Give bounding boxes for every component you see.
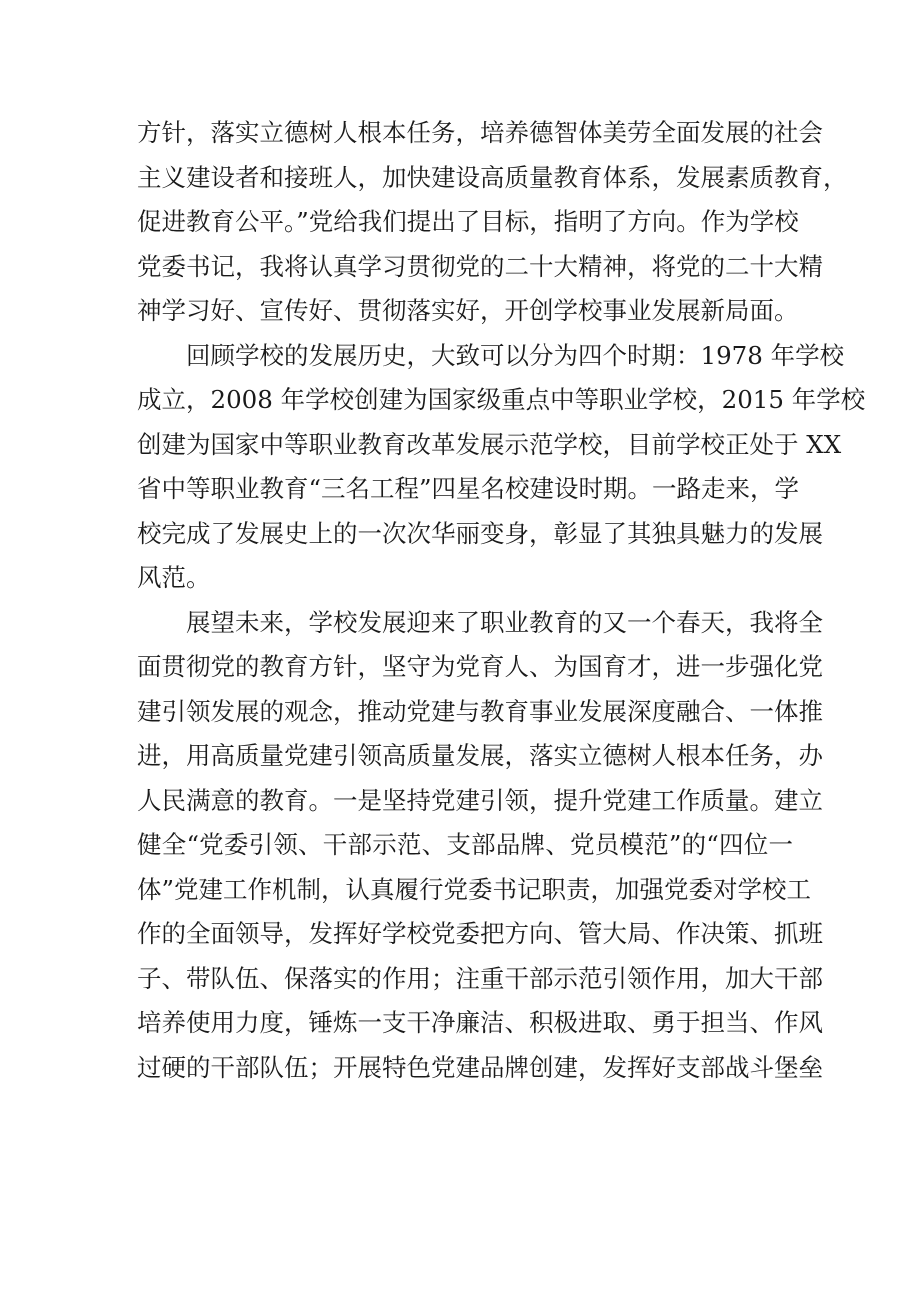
text-line: 人民满意的教育。一是坚持党建引领，提升党建工作质量。建立 xyxy=(137,785,823,815)
text-line: 进，用高质量党建引领高质量发展，落实立德树人根本任务，办 xyxy=(137,741,823,770)
text-line: 培养使用力度，锤炼一支干净廉洁、积极进取、勇于担当、作风 xyxy=(137,1008,823,1037)
text-line: 建引领发展的观念，推动党建与教育事业发展深度融合、一体推 xyxy=(137,696,823,726)
text-line: 成立，2008 年学校创建为国家级重点中等职业学校，2015 年学校 xyxy=(137,385,866,414)
paragraph-1 xyxy=(137,111,848,334)
text-line: 回顾学校的发展历史，大致可以分为四个时期：1978 年学校 xyxy=(186,340,845,370)
text-line: 省中等职业教育“三名工程”四星名校建设时期。一路走来，学 xyxy=(137,474,800,503)
text-line: 展望未来，学校发展迎来了职业教育的又一个春天，我将全 xyxy=(186,607,823,637)
text-line: 创建为国家中等职业教育改革发展示范学校，目前学校正处于 XX xyxy=(137,429,842,459)
body-text xyxy=(137,111,866,1090)
text-line: 促进教育公平。”党给我们提出了目标，指明了方向。作为学校 xyxy=(137,207,799,236)
text-line: 面贯彻党的教育方针，坚守为党育人、为国育才，进一步强化党 xyxy=(137,652,823,681)
text-line: 神学习好、宣传好、贯彻落实好，开创学校事业发展新局面。 xyxy=(137,296,799,325)
text-line: 子、带队伍、保落实的作用；注重干部示范引领作用，加大干部 xyxy=(137,963,823,993)
text-line: 体”党建工作机制，认真履行党委书记职责，加强党委对学校工 xyxy=(137,874,812,904)
text-line: 风范。 xyxy=(137,563,211,592)
text-line: 方针，落实立德树人根本任务，培养德智体美劳全面发展的社会 xyxy=(137,118,823,147)
paragraph-2 xyxy=(137,334,866,601)
paragraph-3 xyxy=(137,601,823,1091)
text-line: 校完成了发展史上的一次次华丽变身，彰显了其独具魅力的发展 xyxy=(137,518,823,548)
text-line: 作的全面领导，发挥好学校党委把方向、管大局、作决策、抓班 xyxy=(137,919,823,948)
text-line: 健全“党委引领、干部示范、支部品牌、党员模范”的“四位一 xyxy=(137,830,793,859)
text-line: 主义建设者和接班人，加快建设高质量教育体系，发展素质教育， xyxy=(137,162,848,192)
text-line: 党委书记，我将认真学习贯彻党的二十大精神，将党的二十大精 xyxy=(137,251,823,281)
text-line: 过硬的干部队伍；开展特色党建品牌创建，发挥好支部战斗堡垒 xyxy=(137,1052,823,1082)
